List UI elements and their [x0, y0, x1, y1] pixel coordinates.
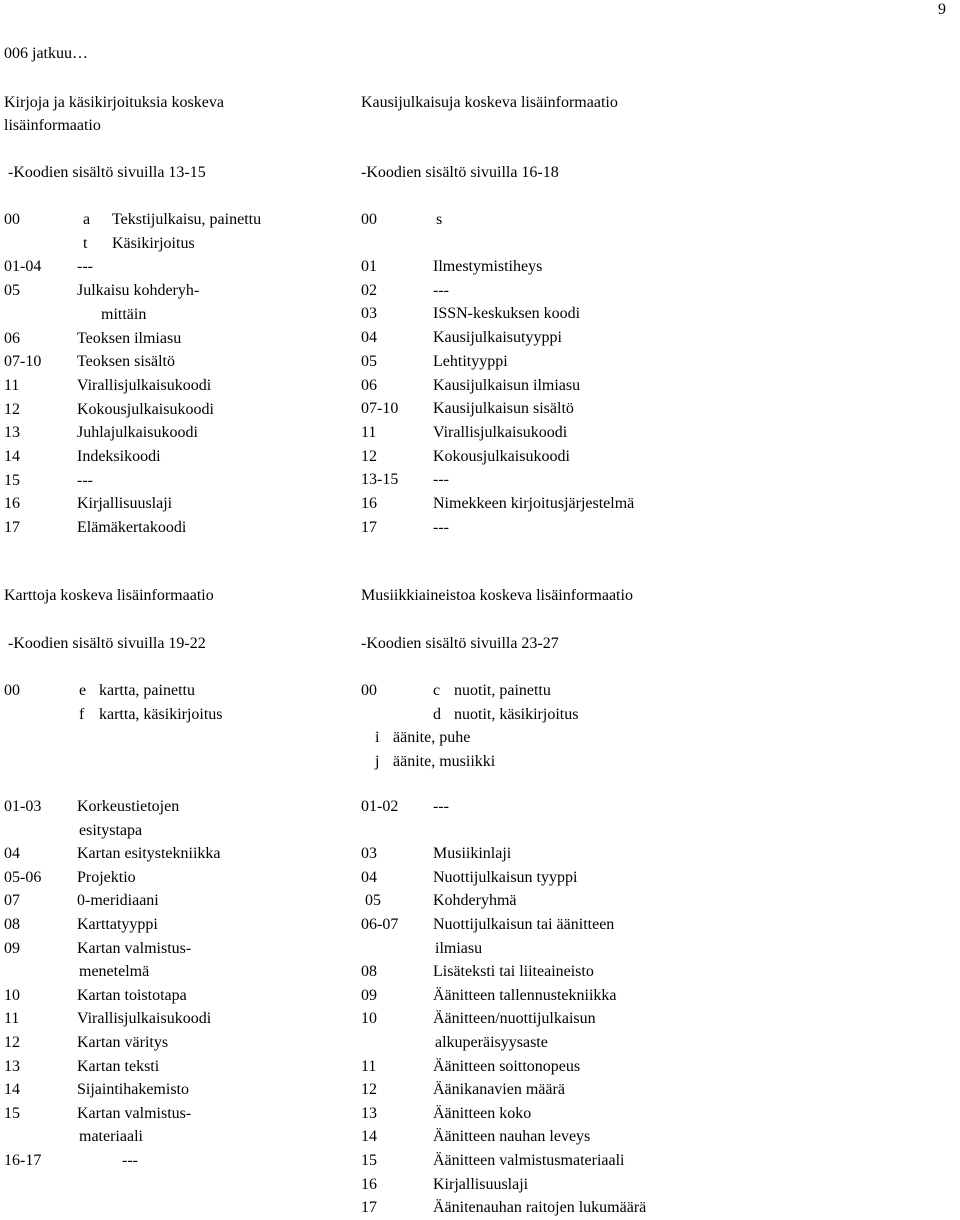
code-description: Äänikanavien määrä — [433, 1081, 565, 1099]
maps-heading: Karttoja koskeva lisäinformaatio — [4, 587, 214, 604]
code-number: 09 — [361, 986, 377, 1004]
code-number: 17 — [361, 1199, 377, 1217]
code-number: 05 — [365, 892, 381, 910]
code-number: 03 — [361, 305, 377, 323]
code-description: Musiikinlaji — [433, 845, 512, 863]
code-description: --- — [433, 798, 449, 815]
code-description: Nuottijulkaisun tyyppi — [433, 868, 578, 886]
code-description: Kirjallisuuslaji — [433, 1175, 529, 1193]
code-number: 05-06 — [4, 868, 42, 886]
code-number: 15 — [361, 1152, 377, 1169]
code-description: Äänitteen nauhan leveys — [433, 1128, 591, 1146]
code-description: Teoksen sisältö — [77, 353, 175, 371]
code-number: 11 — [361, 423, 377, 441]
code-number: 07 — [4, 892, 20, 910]
code-description: Kartan väritys — [77, 1034, 169, 1051]
code-description: Virallisjulkaisukoodi — [77, 376, 212, 394]
code-number: 16-17 — [4, 1152, 42, 1169]
code-description: Elämäkertakoodi — [77, 519, 187, 537]
code-description: Kartan esitystekniikka — [77, 845, 221, 863]
code-letter: d — [433, 705, 441, 723]
code-description: Kartan teksti — [77, 1057, 160, 1075]
code-number: 11 — [4, 376, 20, 394]
code-number: 05 — [4, 282, 20, 300]
code-description: esitystapa — [79, 821, 143, 839]
code-description: Kausijulkaisutyyppi — [433, 329, 562, 347]
code-number: 00 — [4, 682, 20, 699]
code-description: nuotit, painettu — [454, 682, 551, 699]
code-number: 07-10 — [4, 353, 42, 371]
code-number: 17 — [4, 519, 20, 537]
code-number: 02 — [361, 281, 377, 299]
code-number: 03 — [361, 845, 377, 863]
code-description: Virallisjulkaisukoodi — [77, 1010, 212, 1028]
code-number: 14 — [361, 1128, 377, 1146]
code-description: Indeksikoodi — [77, 448, 161, 465]
code-description: Äänitenauhan raitojen lukumäärä — [433, 1199, 647, 1217]
code-number: 00 — [4, 211, 20, 228]
code-description: Käsikirjoitus — [112, 234, 195, 252]
code-description: äänite, musiikki — [393, 753, 496, 771]
code-number: 11 — [361, 1057, 377, 1075]
code-number: 14 — [4, 448, 20, 465]
code-description: Kartan toistotapa — [77, 986, 187, 1004]
code-number: 16 — [361, 1175, 377, 1193]
code-number: 17 — [361, 518, 377, 536]
code-number: 08 — [361, 963, 377, 981]
code-number: 08 — [4, 916, 20, 933]
code-description: Projektio — [77, 868, 136, 886]
code-description: Kirjallisuuslaji — [77, 495, 173, 513]
code-description: Kohderyhmä — [433, 892, 517, 910]
code-description: ilmiasu — [435, 939, 483, 957]
code-description: Lisäteksti tai liiteaineisto — [433, 963, 594, 981]
code-description: Nimekkeen kirjoitusjärjestelmä — [433, 495, 635, 512]
serial-pages-note: -Koodien sisältö sivuilla 16-18 — [361, 164, 559, 181]
code-number: 07-10 — [361, 400, 399, 418]
code-number: 04 — [4, 845, 20, 863]
code-description: nuotit, käsikirjoitus — [454, 705, 579, 723]
code-number: 04 — [361, 329, 377, 347]
code-number: 11 — [4, 1010, 20, 1028]
code-description: äänite, puhe — [393, 729, 471, 747]
code-description: Äänitteen soittonopeus — [433, 1057, 581, 1075]
code-number: 12 — [361, 447, 377, 465]
code-letter: i — [375, 729, 380, 747]
code-number: 00 — [361, 211, 377, 228]
code-description: --- — [433, 518, 449, 536]
code-letter: s — [436, 211, 443, 228]
code-number: 01 — [361, 258, 377, 275]
code-number: 15 — [4, 1104, 20, 1122]
code-description: Nuottijulkaisun tai äänitteen — [433, 916, 615, 933]
code-number: 00 — [361, 682, 377, 699]
code-description: Kausijulkaisun sisältö — [433, 400, 574, 418]
code-description: Kausijulkaisun ilmiasu — [433, 376, 581, 394]
code-description: 0-meridiaani — [77, 892, 159, 910]
code-letter: f — [79, 705, 85, 723]
code-description: kartta, painettu — [99, 682, 195, 699]
book-heading-line1: Kirjoja ja käsikirjoituksia koskeva — [4, 94, 224, 111]
page-number: 9 — [938, 1, 946, 18]
code-description: Lehtityyppi — [433, 352, 508, 370]
code-number: 06-07 — [361, 916, 399, 933]
code-description: Karttatyyppi — [77, 916, 158, 933]
code-letter: a — [83, 211, 91, 228]
code-description: Tekstijulkaisu, painettu — [112, 211, 262, 228]
code-number: 13 — [361, 1104, 377, 1122]
book-heading-line2: lisäinformaatio — [4, 117, 101, 134]
code-number: 13 — [4, 424, 20, 442]
code-description: Äänitteen/nuottijulkaisun — [433, 1010, 596, 1028]
code-letter: e — [79, 682, 87, 699]
code-description: Kartan valmistus- — [77, 939, 192, 957]
code-number: 10 — [361, 1010, 377, 1028]
code-number: 01-02 — [361, 798, 399, 815]
code-description: Ilmestymistiheys — [433, 258, 543, 275]
serial-heading: Kausijulkaisuja koskeva lisäinformaatio — [361, 94, 618, 111]
code-number: 06 — [4, 329, 20, 347]
code-number: 04 — [361, 868, 377, 886]
code-description: Äänitteen tallennustekniikka — [433, 986, 617, 1004]
code-description: ISSN-keskuksen koodi — [433, 305, 581, 323]
code-number: 16 — [4, 495, 20, 513]
code-description: --- — [77, 471, 93, 489]
code-number: 14 — [4, 1081, 20, 1099]
code-number: 05 — [361, 352, 377, 370]
music-heading: Musiikkiaineistoa koskeva lisäinformaatio — [361, 587, 633, 604]
code-description: Äänitteen koko — [433, 1104, 532, 1122]
code-number: 13-15 — [361, 471, 399, 489]
code-description: Juhlajulkaisukoodi — [77, 424, 198, 442]
code-number: 01-03 — [4, 798, 42, 815]
code-description: --- — [122, 1152, 138, 1169]
code-description: Kokousjulkaisukoodi — [77, 400, 214, 418]
code-number: 01-04 — [4, 258, 42, 276]
code-description: Äänitteen valmistusmateriaali — [433, 1152, 625, 1169]
code-description: Teoksen ilmiasu — [77, 329, 182, 347]
page-header: 006 jatkuu… — [4, 45, 88, 62]
code-description: menetelmä — [79, 963, 150, 981]
code-description: mittäin — [101, 305, 147, 323]
code-number: 15 — [4, 471, 20, 489]
code-description: --- — [77, 258, 93, 276]
code-number: 12 — [4, 400, 20, 418]
code-description: alkuperäisyysaste — [435, 1034, 548, 1051]
code-letter: j — [375, 753, 380, 771]
code-number: 13 — [4, 1057, 20, 1075]
code-number: 09 — [4, 939, 20, 957]
code-letter: t — [83, 234, 88, 252]
code-description: materiaali — [79, 1128, 143, 1146]
code-letter: c — [433, 682, 441, 699]
code-description: --- — [433, 471, 449, 489]
code-number: 12 — [361, 1081, 377, 1099]
code-description: Korkeustietojen — [77, 798, 180, 815]
code-number: 12 — [4, 1034, 20, 1051]
code-description: Kokousjulkaisukoodi — [433, 447, 570, 465]
music-pages-note: -Koodien sisältö sivuilla 23-27 — [361, 635, 559, 652]
code-description: Julkaisu kohderyh- — [77, 282, 200, 300]
code-description: Sijaintihakemisto — [77, 1081, 189, 1099]
code-description: --- — [433, 281, 449, 299]
code-description: Kartan valmistus- — [77, 1104, 192, 1122]
code-description: kartta, käsikirjoitus — [99, 705, 223, 723]
code-number: 10 — [4, 986, 20, 1004]
maps-pages-note: -Koodien sisältö sivuilla 19-22 — [8, 635, 206, 652]
code-description: Virallisjulkaisukoodi — [433, 423, 568, 441]
book-pages-note: -Koodien sisältö sivuilla 13-15 — [8, 164, 206, 181]
code-number: 16 — [361, 495, 377, 512]
code-number: 06 — [361, 376, 377, 394]
